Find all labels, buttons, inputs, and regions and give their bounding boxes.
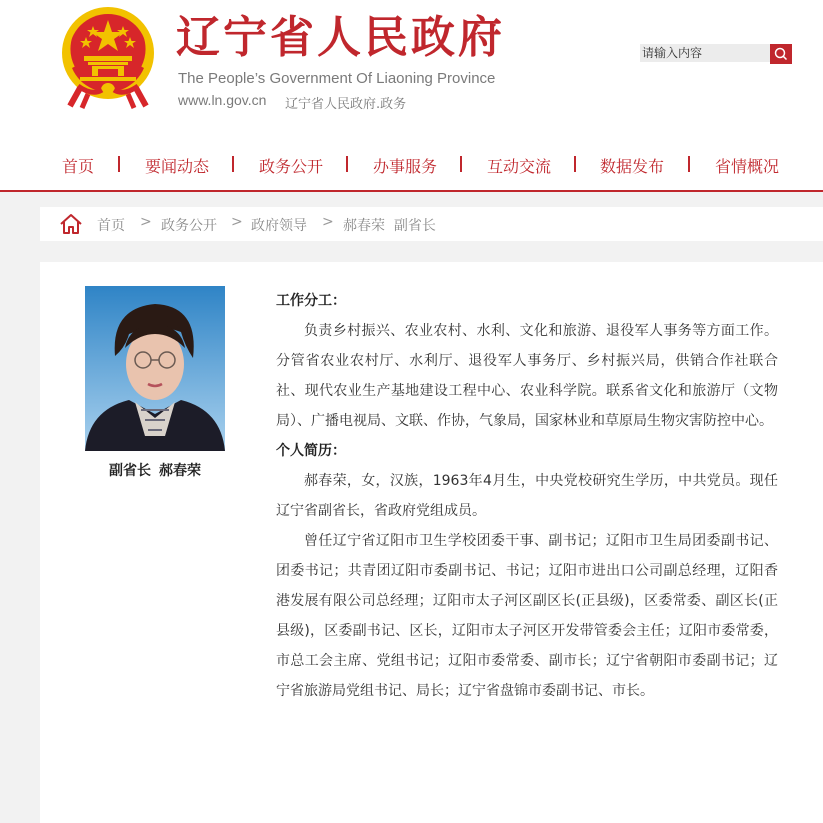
site-title[interactable]: 辽宁省人民政府 — [176, 12, 505, 63]
breadcrumb-leaders[interactable]: 政府领导 — [251, 218, 307, 234]
nav-separator — [460, 156, 462, 172]
breadcrumb-separator: > — [140, 214, 152, 230]
nav-separator — [688, 156, 690, 172]
home-icon[interactable] — [59, 212, 83, 236]
profile-text — [276, 286, 778, 706]
breadcrumb-separator: > — [322, 214, 334, 230]
breadcrumb-current: 郝春荣 副省长 — [343, 218, 436, 234]
nav-item-gov-affairs[interactable]: 政务公开 — [259, 157, 324, 176]
breadcrumb — [40, 207, 823, 241]
nav-separator — [232, 156, 234, 172]
portrait-image — [85, 286, 225, 451]
bio-career: 曾任辽宁省辽阳市卫生学校团委干事、副书记；辽阳市卫生局团委副书记、团委书记；共青团辽阳市委副书记、书记；辽阳市进出口公司副总经理，辽阳香港发展有限公司总经理；辽阳市太子河区副区长(正县级)，区委常委、副区长(正县级)，区委副书记、区长，辽阳市太子河区开发带管委会主任；辽阳市委常委，市总工会主席、党组书记；辽阳市委常委、副市长；辽宁省朝阳市委副书记；辽宁省旅游局党组书记、局长；辽宁省盘锦市委副书记、市长。 — [276, 533, 778, 699]
nav-item-interaction[interactable]: 互动交流 — [487, 157, 552, 176]
nav-separator — [118, 156, 120, 172]
site-title-english: The People’s Government Of Liaoning Province — [178, 70, 496, 87]
breadcrumb-home[interactable]: 首页 — [97, 218, 125, 234]
search-button[interactable] — [770, 44, 792, 64]
nav-item-home[interactable]: 首页 — [62, 157, 95, 176]
nav-item-data[interactable]: 数据发布 — [600, 157, 665, 176]
leader-caption — [85, 460, 225, 480]
main-nav — [0, 150, 823, 192]
nav-separator — [574, 156, 576, 172]
nav-item-overview[interactable]: 省情概况 — [715, 157, 780, 176]
bio-summary: 郝春荣，女，汉族，1963年4月生，中央党校研究生学历，中共党员。现任辽宁省副省长，省政府党组成员。 — [276, 473, 778, 519]
search-icon — [770, 44, 792, 64]
breadcrumb-separator: > — [231, 214, 243, 230]
nav-separator — [346, 156, 348, 172]
bio-title: 个人简历： — [276, 443, 346, 459]
site-header — [0, 0, 823, 150]
leader-photo — [85, 286, 225, 451]
duties-title: 工作分工： — [276, 293, 346, 309]
duties-text: 负责乡村振兴、农业农村、水利、文化和旅游、退役军人事务等方面工作。分管省农业农村厅、水利厅、退役军人事务厅、乡村振兴局，供销合作社联合社、现代农业生产基地建设工程中心、农业科学院。联系省文化和旅游厅（文物局）、广播电视局、文联、作协，气象局，国家林业和草原局生物灾害防控中心。 — [276, 323, 778, 429]
leader-name: 郝春荣 — [159, 463, 201, 479]
nav-item-news[interactable]: 要闻动态 — [145, 157, 210, 176]
national-emblem-icon[interactable] — [58, 6, 158, 110]
site-domain-name: 辽宁省人民政府.政务 — [285, 97, 407, 112]
nav-item-services[interactable]: 办事服务 — [373, 157, 438, 176]
breadcrumb-gov-affairs[interactable]: 政务公开 — [161, 218, 217, 234]
site-url: www.ln.gov.cn — [178, 92, 267, 108]
profile-card — [40, 262, 823, 823]
leader-position: 副省长 — [109, 463, 151, 479]
search-input[interactable] — [640, 44, 770, 62]
